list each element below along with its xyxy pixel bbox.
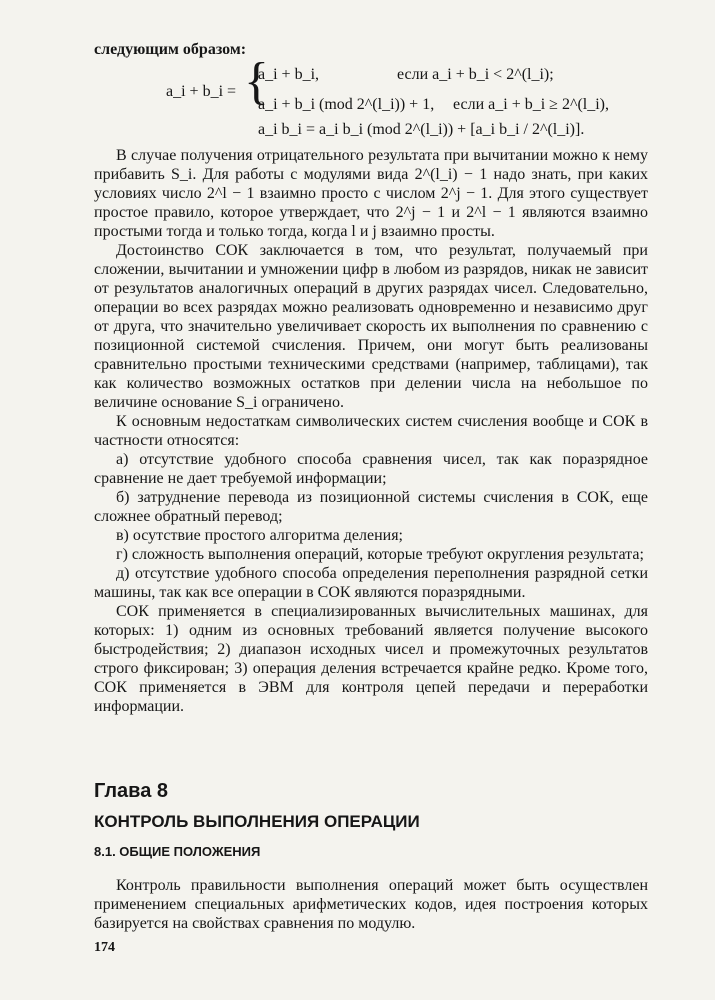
- closing-paragraph: СОК применяется в специализированных вычислительных машинах, для которых: 1) одним из основных требований является получение высокого быстродействия; 2) диапазон исходных чисел и промежуточных результатов строго фиксирован; 3) операция деления встречается крайне редко. Кроме того, СОК применяется в ЭВМ для контроля цепей передачи и переработки информации.: [94, 603, 648, 715]
- paragraph: В случае получения отрицательного результата при вычитании можно к нему прибавить S_i. Для работы с модулями вида 2^(l_i) − 1 надо знать, при каких условиях число 2^l − 1 взаимно просто с числом 2^j − 1. Для этого существует простое правило, которое утверждает, что 2^j − 1 и 2^l − 1 являются взаимно простыми тогда и только тогда, когда l и j взаимно просты.: [94, 147, 648, 240]
- formula-product: a_i b_i = a_i b_i (mod 2^(l_i)) + [a_i b_i / 2^(l_i)].: [258, 121, 585, 138]
- page-number: 174: [94, 940, 115, 955]
- chapter-label: Глава 8: [94, 780, 169, 802]
- body-paragraphs: [94, 146, 648, 716]
- formula-case2-expr: a_i + b_i (mod 2^(l_i)) + 1,: [258, 96, 435, 113]
- formula-lhs: a_i + b_i =: [166, 83, 237, 100]
- list-item: в) осутствие простого алгоритма деления;: [116, 527, 403, 544]
- formula-case1-expr: a_i + b_i,: [258, 66, 320, 83]
- section-title: 8.1. ОБЩИЕ ПОЛОЖЕНИЯ: [94, 844, 261, 859]
- chapter-title: КОНТРОЛЬ ВЫПОЛНЕНИЯ ОПЕРАЦИИ: [94, 812, 420, 831]
- intro-text: следующим образом:: [94, 41, 247, 58]
- list-item: д) отсутствие удобного способа определения переполнения разрядной сетки машины, так как все операции в СОК являются поразрядными.: [94, 565, 648, 601]
- formula-case2-cond: если a_i + b_i ≥ 2^(l_i),: [453, 96, 609, 113]
- paragraph: К основным недостаткам символических систем счисления вообще и СОК в частности относятся:: [94, 413, 648, 449]
- intro-line: [94, 40, 648, 59]
- formula-brace: {: [244, 53, 269, 110]
- section-paragraph: Контроль правильности выполнения операций может быть осуществлен применением специальных арифметических кодов, идея построения которых базируется на свойствах сравнения по модулю.: [94, 877, 648, 932]
- list-item: а) отсутствие удобного способа сравнения чисел, так как поразрядное сравнение не дает требуемой информации;: [94, 451, 648, 487]
- list-item: г) сложность выполнения операций, которые требуют округления результата;: [116, 546, 644, 563]
- paragraph: Достоинство СОК заключается в том, что результат, получаемый при сложении, вычитании и умножении цифр в любом из разрядов, никак не зависит от результатов аналогичных операций в других разрядах чисел. Следовательно, операции во всех разрядах можно реализовать одновременно и независимо друг от друга, что значительно увеличивает скорость их выполнения по сравнению с позиционной системой счисления. Причем, они могут быть реализованы сравнительно простыми техническими средствами (например, таблицами), так как количество возможных остатков при делении числа на небольшое по величине основание S_i ограничено.: [94, 242, 648, 411]
- section-body: [94, 876, 648, 933]
- list-item: б) затруднение перевода из позиционной системы счисления в СОК, еще сложнее обратный перевод;: [94, 489, 648, 525]
- formula-case1-cond: если a_i + b_i < 2^(l_i);: [397, 66, 554, 83]
